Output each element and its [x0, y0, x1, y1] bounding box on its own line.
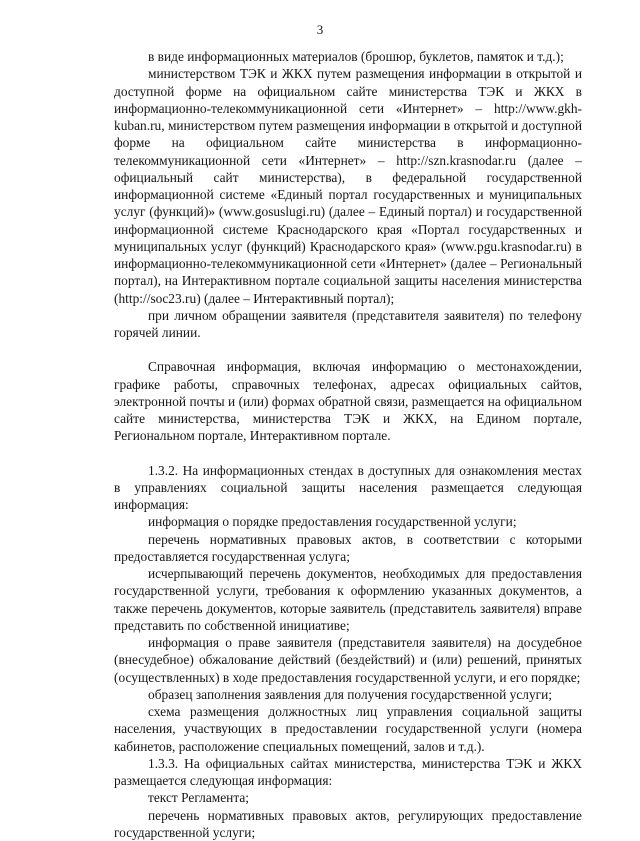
list-item-regulating-acts: перечень нормативных правовых актов, регулирующих предоставление государственной услуги; [114, 807, 582, 841]
list-item-regulation-text: текст Регламента; [114, 789, 582, 806]
page-number: 3 [0, 22, 640, 37]
document-body [114, 48, 582, 841]
list-item-documents-list: исчерпывающий перечень документов, необходимых для предоставления государственной услуги, требования к оформлению указанных документов, а также перечень документов, которые заявитель (представитель заявителя) вправе представить по собственной инициативе; [114, 565, 582, 634]
paragraph-section-1-3-3: 1.3.3. На официальных сайтах министерства, министерства ТЭК и ЖКХ размещается следующая информация: [114, 755, 582, 790]
paragraph-official-websites: министерством ТЭК и ЖКХ путем размещения информации в открытой и доступной форме на официальном сайте министерства ТЭК и ЖКХ в информационно-телекоммуникационной сети «Интернет» – http://www.gkh-kuban.ru, министерством путем размещения информации в открытой и доступной форме на официальном сайте министерства в информационно-телекоммуникационной сети «Интернет» – http://szn.krasnodar.ru (далее – официальный сайт министерства), в федеральной государственной информационной системе «Единый портал государственных и муниципальных услуг (функций)» (www.gosuslugi.ru) (далее – Единый портал) и государственной информационной системе Краснодарского края «Портал государственных и муниципальных услуг (функций) Краснодарского края» (www.pgu.krasnodar.ru) в информационно-телекоммуникационной сети «Интернет» (далее – Региональный портал), на Интерактивном портале социальной защиты населения министерства (http://soc23.ru) (далее – Интерактивный портал); [114, 65, 582, 307]
paragraph-reference-info: Справочная информация, включая информацию о местонахождении, графике работы, справочных телефонах, адресах официальных сайтов, электронной почты и (или) формах обратной связи, размещается на официальном сайте министерства, министерства ТЭК и ЖКХ, на Едином портале, Региональном портале, Интерактивном портале. [114, 358, 582, 444]
list-item-appeal-rights: информация о праве заявителя (представителя заявителя) на досудебное (внесудебное) обжалование действий (бездействий) и (или) решений, принятых (осуществленных) в ходе предоставления государственной услуги, и его порядке; [114, 634, 582, 686]
list-item-application-sample: образец заполнения заявления для получения государственной услуги; [114, 686, 582, 703]
list-item-officials-layout: схема размещения должностных лиц управления социальной защиты населения, участвующих в предоставлении государственной услуги (номера кабинетов, расположение специальных помещений, залов и т.д.). [114, 703, 582, 755]
paragraph-section-1-3-2: 1.3.2. На информационных стендах в доступных для ознакомления местах в управлениях социальной защиты населения размещается следующая информация: [114, 462, 582, 514]
list-item-legal-acts: перечень нормативных правовых актов, в соответствии с которыми предоставляется государственная услуга; [114, 531, 582, 566]
paragraph-info-materials: в виде информационных материалов (брошюр, буклетов, памяток и т.д.); [114, 48, 582, 65]
list-item-procedure-info: информация о порядке предоставления государственной услуги; [114, 513, 582, 530]
paragraph-hotline: при личном обращении заявителя (представителя заявителя) по телефону горячей линии. [114, 307, 582, 342]
